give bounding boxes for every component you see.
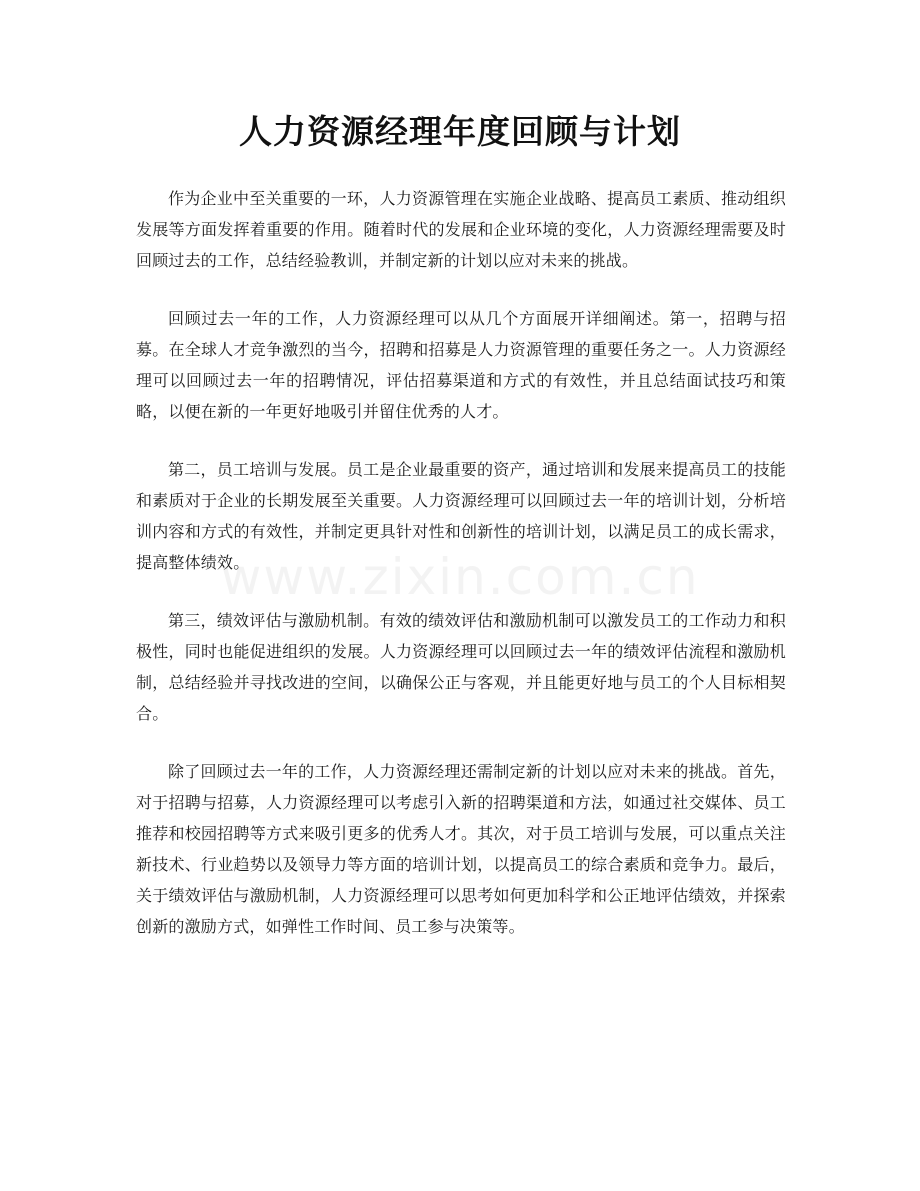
watermark: www.zixin.com.cn (220, 548, 700, 606)
paragraph-future-plan: 除了回顾过去一年的工作，人力资源经理还需制定新的计划以应对未来的挑战。首先，对于招聘与招募，人力资源经理可以考虑引入新的招聘渠道和方法，如通过社交媒体、员工推荐和校园招聘等方式来吸引更多的优秀人才。其次，对于员工培训与发展，可以重点关注新技术、行业趋势以及领导力等方面的培训计划，以提高员工的综合素质和竞争力。最后，关于绩效评估与激励机制，人力资源经理可以思考如何更加科学和公正地评估绩效，并探索创新的激励方式，如弹性工作时间、员工参与决策等。 (136, 762, 786, 936)
document-title: 人力资源经理年度回顾与计划 (239, 112, 681, 151)
paragraph-performance: 第三，绩效评估与激励机制。有效的绩效评估和激励机制可以激发员工的工作动力和积极性，同时也能促进组织的发展。人力资源经理可以回顾过去一年的绩效评估流程和激励机制，总结经验并寻找改进的空间，以确保公正与客观，并且能更好地与员工的个人目标相契合。 (136, 611, 786, 723)
paragraph-intro: 作为企业中至关重要的一环，人力资源管理在实施企业战略、提高员工素质、推动组织发展等方面发挥着重要的作用。随着时代的发展和企业环境的变化，人力资源经理需要及时回顾过去的工作，总结经验教训，并制定新的计划以应对未来的挑战。 (136, 189, 786, 270)
paragraph-training: 第二，员工培训与发展。员工是企业最重要的资产，通过培训和发展来提高员工的技能和素质对于企业的长期发展至关重要。人力资源经理可以回顾过去一年的培训计划，分析培训内容和方式的有效性，并制定更具针对性和创新性的培训计划，以满足员工的成长需求，提高整体绩效。 (136, 460, 786, 572)
document-body (136, 183, 786, 969)
paragraph-recruitment: 回顾过去一年的工作，人力资源经理可以从几个方面展开详细阐述。第一，招聘与招募。在全球人才竞争激烈的当今，招聘和招募是人力资源管理的重要任务之一。人力资源经理可以回顾过去一年的招聘情况，评估招募渠道和方式的有效性，并且总结面试技巧和策略，以便在新的一年更好地吸引并留住优秀的人才。 (136, 309, 786, 421)
